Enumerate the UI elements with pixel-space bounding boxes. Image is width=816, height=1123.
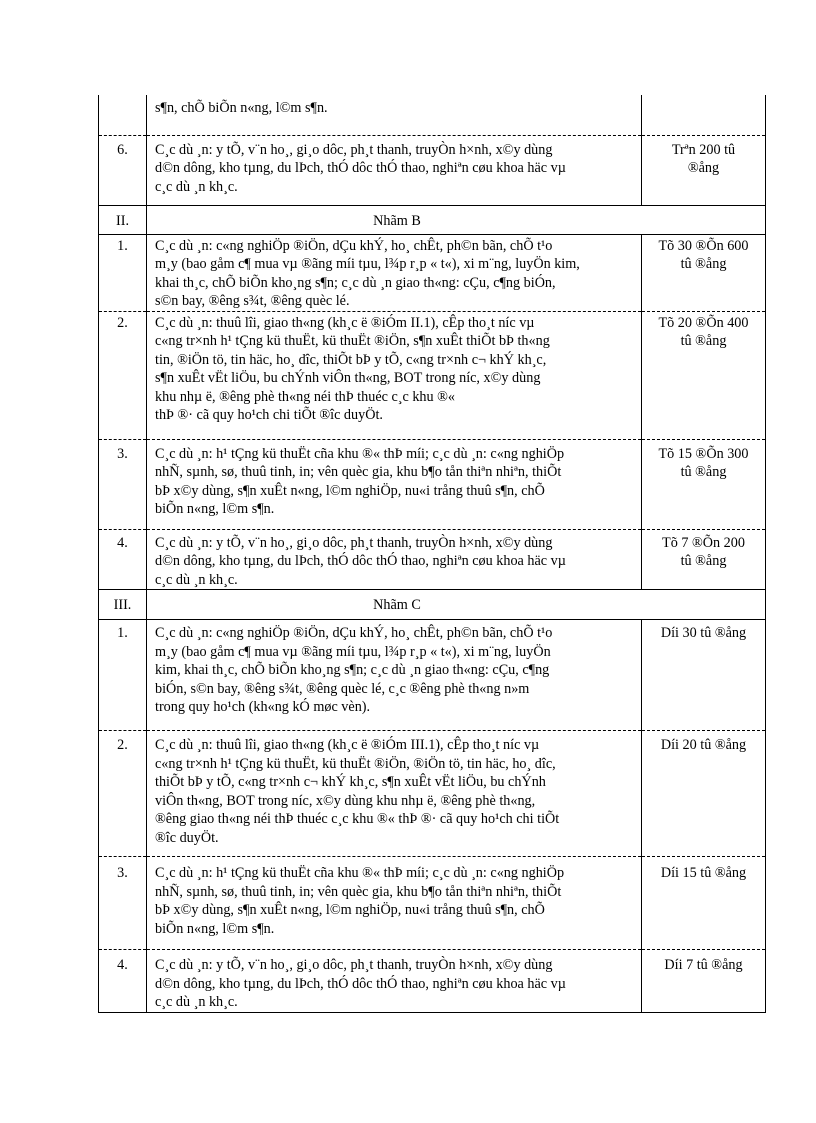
table-row <box>99 311 766 439</box>
row-number: 3. <box>99 857 147 950</box>
investment-amount: Tõ 7 ®Õn 200 tû ®ång <box>642 529 766 590</box>
investment-amount: Díi 7 tû ®ång <box>642 950 766 1013</box>
group-title: Nhãm C <box>147 590 766 620</box>
row-number: 2. <box>99 311 147 439</box>
project-description: C¸c dù ¸n: h¹ tÇng kü thuËt cña khu ®« thÞ míi; c¸c dù ¸n: c«ng nghiÖp nhÑ, sµnh, sø, thuû tinh, in; vên quèc gia, khu b¶o tån thiªn nhiªn, thiÕt bÞ x©y dùng, s¶n xuÊt n«ng, l©m nghiÖp, nu«i trång thuû s¶n, chÕ biÕn n«ng, l©m s¶n. <box>147 439 642 529</box>
row-number <box>99 95 147 135</box>
investment-groups-table <box>98 95 766 1013</box>
project-description: s¶n, chÕ biÕn n«ng, l©m s¶n. <box>147 95 642 135</box>
project-description: C¸c dù ¸n: y tÕ, v¨n ho¸, gi¸o dôc, ph¸t thanh, truyÒn h×nh, x©y dùng d©n dông, kho tµng, du lÞch, thÓ dôc thÓ thao, nghiªn cøu khoa häc vµ c¸c dù ¸n kh¸c. <box>147 950 642 1013</box>
investment-amount: Díi 20 tû ®ång <box>642 731 766 857</box>
table-row <box>99 529 766 590</box>
group-title: Nhãm B <box>147 205 766 234</box>
investment-amount: Tõ 15 ®Õn 300 tû ®ång <box>642 439 766 529</box>
group-header-row <box>99 205 766 234</box>
investment-amount: Díi 30 tû ®ång <box>642 620 766 731</box>
table-row <box>99 234 766 311</box>
project-description: C¸c dù ¸n: thuû lîi, giao th«ng (kh¸c ë ®iÓm II.1), cÊp tho¸t níc vµ c«ng tr×nh h¹ tÇng kü thuËt, kü thuËt ®iÖn, s¶n xuÊt thiÕt bÞ th«ng tin, ®iÖn tö, tin häc, ho¸ dîc, thiÕt bÞ y tÕ, c«ng tr×nh c¬ khÝ kh¸c, s¶n xuÊt vËt liÖu, bu chÝnh viÔn th«ng, BOT trong níc, x©y dùng khu nhµ ë, ®êng phè th«ng néi thÞ thuéc c¸c khu ®« thÞ ®· cã quy ho¹ch chi tiÕt ®îc duyÖt. <box>147 311 642 439</box>
row-number: 4. <box>99 950 147 1013</box>
project-description: C¸c dù ¸n: y tÕ, v¨n ho¸, gi¸o dôc, ph¸t thanh, truyÒn h×nh, x©y dùng d©n dông, kho tµng, du lÞch, thÓ dôc thÓ thao, nghiªn cøu khoa häc vµ c¸c dù ¸n kh¸c. <box>147 529 642 590</box>
row-number: 4. <box>99 529 147 590</box>
investment-amount: Tõ 30 ®Õn 600 tû ®ång <box>642 234 766 311</box>
group-number: III. <box>99 590 147 620</box>
project-description: C¸c dù ¸n: thuû lîi, giao th«ng (kh¸c ë ®iÓm III.1), cÊp tho¸t níc vµ c«ng tr×nh h¹ tÇng kü thuËt, kü thuËt ®iÖn, ®iÖn tö, tin häc, ho¸ dîc, thiÕt bÞ y tÕ, c«ng tr×nh c¬ khÝ kh¸c, s¶n xuÊt vËt liÖu, bu chÝnh viÔn th«ng, BOT trong níc, x©y dùng khu nhµ ë, ®êng phè th«ng, ®êng giao th«ng néi thÞ thuéc c¸c khu ®« thÞ ®· cã quy ho¹ch chi tiÕt ®îc duyÖt. <box>147 731 642 857</box>
row-number: 6. <box>99 135 147 205</box>
row-number: 3. <box>99 439 147 529</box>
table-row <box>99 439 766 529</box>
investment-amount: Trªn 200 tû ®ång <box>642 135 766 205</box>
row-number: 1. <box>99 234 147 311</box>
group-header-row <box>99 590 766 620</box>
table-row <box>99 95 766 135</box>
investment-amount: Tõ 20 ®Õn 400 tû ®ång <box>642 311 766 439</box>
group-number: II. <box>99 205 147 234</box>
project-description: C¸c dù ¸n: h¹ tÇng kü thuËt cña khu ®« thÞ míi; c¸c dù ¸n: c«ng nghiÖp nhÑ, sµnh, sø, thuû tinh, in; vên quèc gia, khu b¶o tån thiªn nhiªn, thiÕt bÞ x©y dùng, s¶n xuÊt n«ng, l©m nghiÖp, nu«i trång thuû s¶n, chÕ biÕn n«ng, l©m s¶n. <box>147 857 642 950</box>
row-number: 1. <box>99 620 147 731</box>
table-row <box>99 135 766 205</box>
table-row <box>99 731 766 857</box>
project-description: C¸c dù ¸n: c«ng nghiÖp ®iÖn, dÇu khÝ, ho¸ chÊt, ph©n bãn, chÕ t¹o m¸y (bao gåm c¶ mua vµ ®ãng míi tµu, l¾p r¸p « t«), xi m¨ng, luyÖn kim, khai th¸c, chÕ biÕn kho¸ng s¶n; c¸c dù ¸n giao th«ng: cÇu, c¶ng biÓn, s©n bay, ®êng s¾t, ®êng quèc lé. <box>147 234 642 311</box>
table-row <box>99 950 766 1013</box>
row-number: 2. <box>99 731 147 857</box>
table-row <box>99 620 766 731</box>
table-row <box>99 857 766 950</box>
investment-amount <box>642 95 766 135</box>
project-description: C¸c dù ¸n: c«ng nghiÖp ®iÖn, dÇu khÝ, ho¸ chÊt, ph©n bãn, chÕ t¹o m¸y (bao gåm c¶ mua vµ ®ãng míi tµu, l¾p r¸p « t«), xi m¨ng, luyÖn kim, khai th¸c, chÕ biÕn kho¸ng s¶n; c¸c dù ¸n giao th«ng: cÇu, c¶ng biÓn, s©n bay, ®êng s¾t, ®êng quèc lé, c¸c ®êng phè th«ng n»m trong quy ho¹ch (kh«ng kÓ møc vèn). <box>147 620 642 731</box>
investment-amount: Díi 15 tû ®ång <box>642 857 766 950</box>
table-body <box>99 95 766 1012</box>
project-description: C¸c dù ¸n: y tÕ, v¨n ho¸, gi¸o dôc, ph¸t thanh, truyÒn h×nh, x©y dùng d©n dông, kho tµng, du lÞch, thÓ dôc thÓ thao, nghiªn cøu khoa häc vµ c¸c dù ¸n kh¸c. <box>147 135 642 205</box>
